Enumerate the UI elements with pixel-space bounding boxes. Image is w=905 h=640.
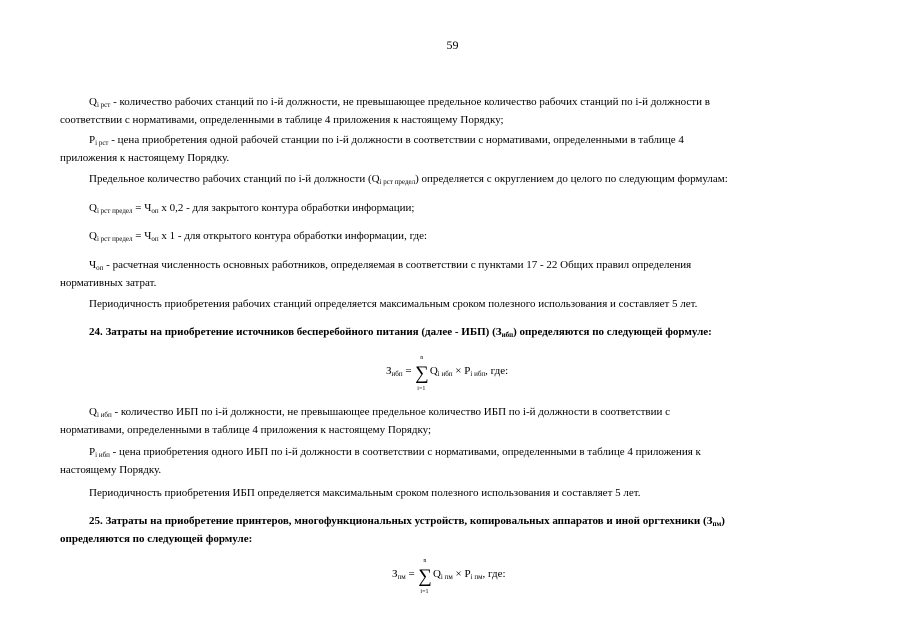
heading-text-end: ) <box>721 515 725 527</box>
paragraph-q-rst <box>60 95 845 127</box>
formula-tail: , где: <box>485 365 509 377</box>
formula-p: P <box>464 568 471 580</box>
formula-pm <box>392 558 506 595</box>
paragraph-text: Предельное количество рабочих станций по i-й должности (Q <box>89 173 380 185</box>
formula-mid: = Ч <box>132 202 152 214</box>
symbol-subscript: i рст предел <box>96 207 133 215</box>
paragraph-text: - цена приобретения одного ИБП по i-й должности в соответствии с нормативами, определенными в таблице 4 приложения к <box>109 446 701 458</box>
formula-p-sub: i ибп <box>470 370 486 378</box>
paragraph-p-rst <box>60 133 845 165</box>
formula-eq: = <box>405 568 418 580</box>
symbol: Q <box>89 202 97 214</box>
paragraph-text-cont: нормативных затрат. <box>60 276 157 289</box>
heading-text: 24. Затраты на приобретение источников бесперебойного питания (далее - ИБП) (З <box>89 326 502 338</box>
formula-lhs-sub: пм <box>397 573 406 581</box>
symbol-subscript: i ибп <box>96 411 112 419</box>
sum-upper: n <box>420 355 424 361</box>
formula-q-sub: i ибп <box>437 370 453 378</box>
formula-ibp <box>386 355 509 392</box>
heading-text-cont: определяются по следующей формуле: <box>60 532 253 545</box>
formula-text: x 0,2 - для закрытого контура обработки информации; <box>158 202 415 214</box>
formula-q: Q <box>432 568 441 580</box>
sum-upper: n <box>423 558 427 564</box>
formula-open-contour <box>60 229 845 247</box>
paragraph-period-rst <box>60 297 845 312</box>
paragraph-text: - расчетная численность основных работников, определяемая в соответствии с пунктами 17 - 22 Общих правил определения <box>103 259 692 271</box>
paragraph-text-cont: соответствии с нормативами, определенными в таблице 4 приложения к настоящему Порядку; <box>60 113 504 126</box>
sum-sign: ∑ n i=1 <box>415 355 429 392</box>
symbol: Q <box>89 96 97 108</box>
heading-text: 25. Затраты на приобретение принтеров, многофункциональных устройств, копировальных аппаратов и иной оргтехники (З <box>89 515 713 527</box>
paragraph-text-cont: приложения к настоящему Порядку. <box>60 151 230 164</box>
formula-text: x 1 - для открытого контура обработки информации, где: <box>158 230 428 242</box>
formula-closed-contour <box>60 201 845 219</box>
paragraph-text-cont: нормативами, определенными в таблице 4 приложения к настоящему Порядку; <box>60 423 432 436</box>
symbol-subscript: оп <box>96 264 104 272</box>
symbol: Ч <box>89 259 97 271</box>
formula-times: × <box>452 365 465 377</box>
formula-mid: = Ч <box>132 230 152 242</box>
sum-sign: ∑ n i=1 <box>418 558 432 595</box>
paragraph-text: - количество рабочих станций по i-й должности, не превышающее предельное количество рабочих станций по i-й должности в <box>110 96 710 108</box>
formula-q: Q <box>429 365 438 377</box>
paragraph-text: Периодичность приобретения рабочих станций определяется максимальным сроком полезного использования и составляет 5 лет. <box>89 298 698 310</box>
symbol: Q <box>89 230 97 242</box>
page-number: 59 <box>446 38 459 52</box>
symbol-subscript: i рст предел <box>379 178 416 186</box>
paragraph-p-ibp <box>60 445 845 477</box>
heading-subscript: ибп <box>501 331 514 339</box>
symbol-subscript: i ибп <box>95 451 110 459</box>
formula-lhs: З <box>386 365 392 377</box>
paragraph-text: Периодичность приобретения ИБП определяется максимальным сроком полезного использования и составляет 5 лет. <box>89 487 641 499</box>
formula-times: × <box>452 568 465 580</box>
symbol-subscript: i рст предел <box>96 235 133 243</box>
symbol: P <box>89 446 96 458</box>
formula-lhs-sub: ибп <box>391 370 403 378</box>
heading-section-24 <box>60 325 845 343</box>
symbol-subscript: i рст <box>96 101 111 109</box>
paragraph-text: - цена приобретения одной рабочей станции по i-й должности в соответствии с нормативами, определенными в таблице 4 <box>108 134 684 146</box>
formula-p-sub: i пм <box>470 573 483 581</box>
formula-q-sub: i пм <box>440 573 453 581</box>
heading-section-25 <box>60 514 845 546</box>
symbol-subscript: i рст <box>95 139 109 147</box>
formula-tail: , где: <box>482 568 506 580</box>
paragraph-q-ibp <box>60 405 845 437</box>
sum-lower: i=1 <box>420 589 429 595</box>
symbol-subscript-2: оп <box>151 235 159 243</box>
symbol: P <box>89 134 96 146</box>
formula-eq: = <box>402 365 415 377</box>
paragraph-limit-intro <box>60 172 845 190</box>
symbol: Q <box>89 406 97 418</box>
paragraph-text-cont: настоящему Порядку. <box>60 463 162 476</box>
symbol-subscript-2: оп <box>151 207 159 215</box>
heading-subscript: пм <box>712 520 722 528</box>
sum-lower: i=1 <box>417 386 426 392</box>
paragraph-period-ibp <box>60 486 845 501</box>
formula-lhs: З <box>392 568 398 580</box>
paragraph-text: - количество ИБП по i-й должности, не превышающее предельное количество ИБП по i-й должности в соответствии с <box>111 406 671 418</box>
paragraph-chop <box>60 258 845 290</box>
heading-text-end: ) определяются по следующей формуле: <box>513 326 712 338</box>
formula-p: P <box>464 365 471 377</box>
paragraph-text-end: ) определяется с округлением до целого по следующим формулам: <box>415 173 728 185</box>
